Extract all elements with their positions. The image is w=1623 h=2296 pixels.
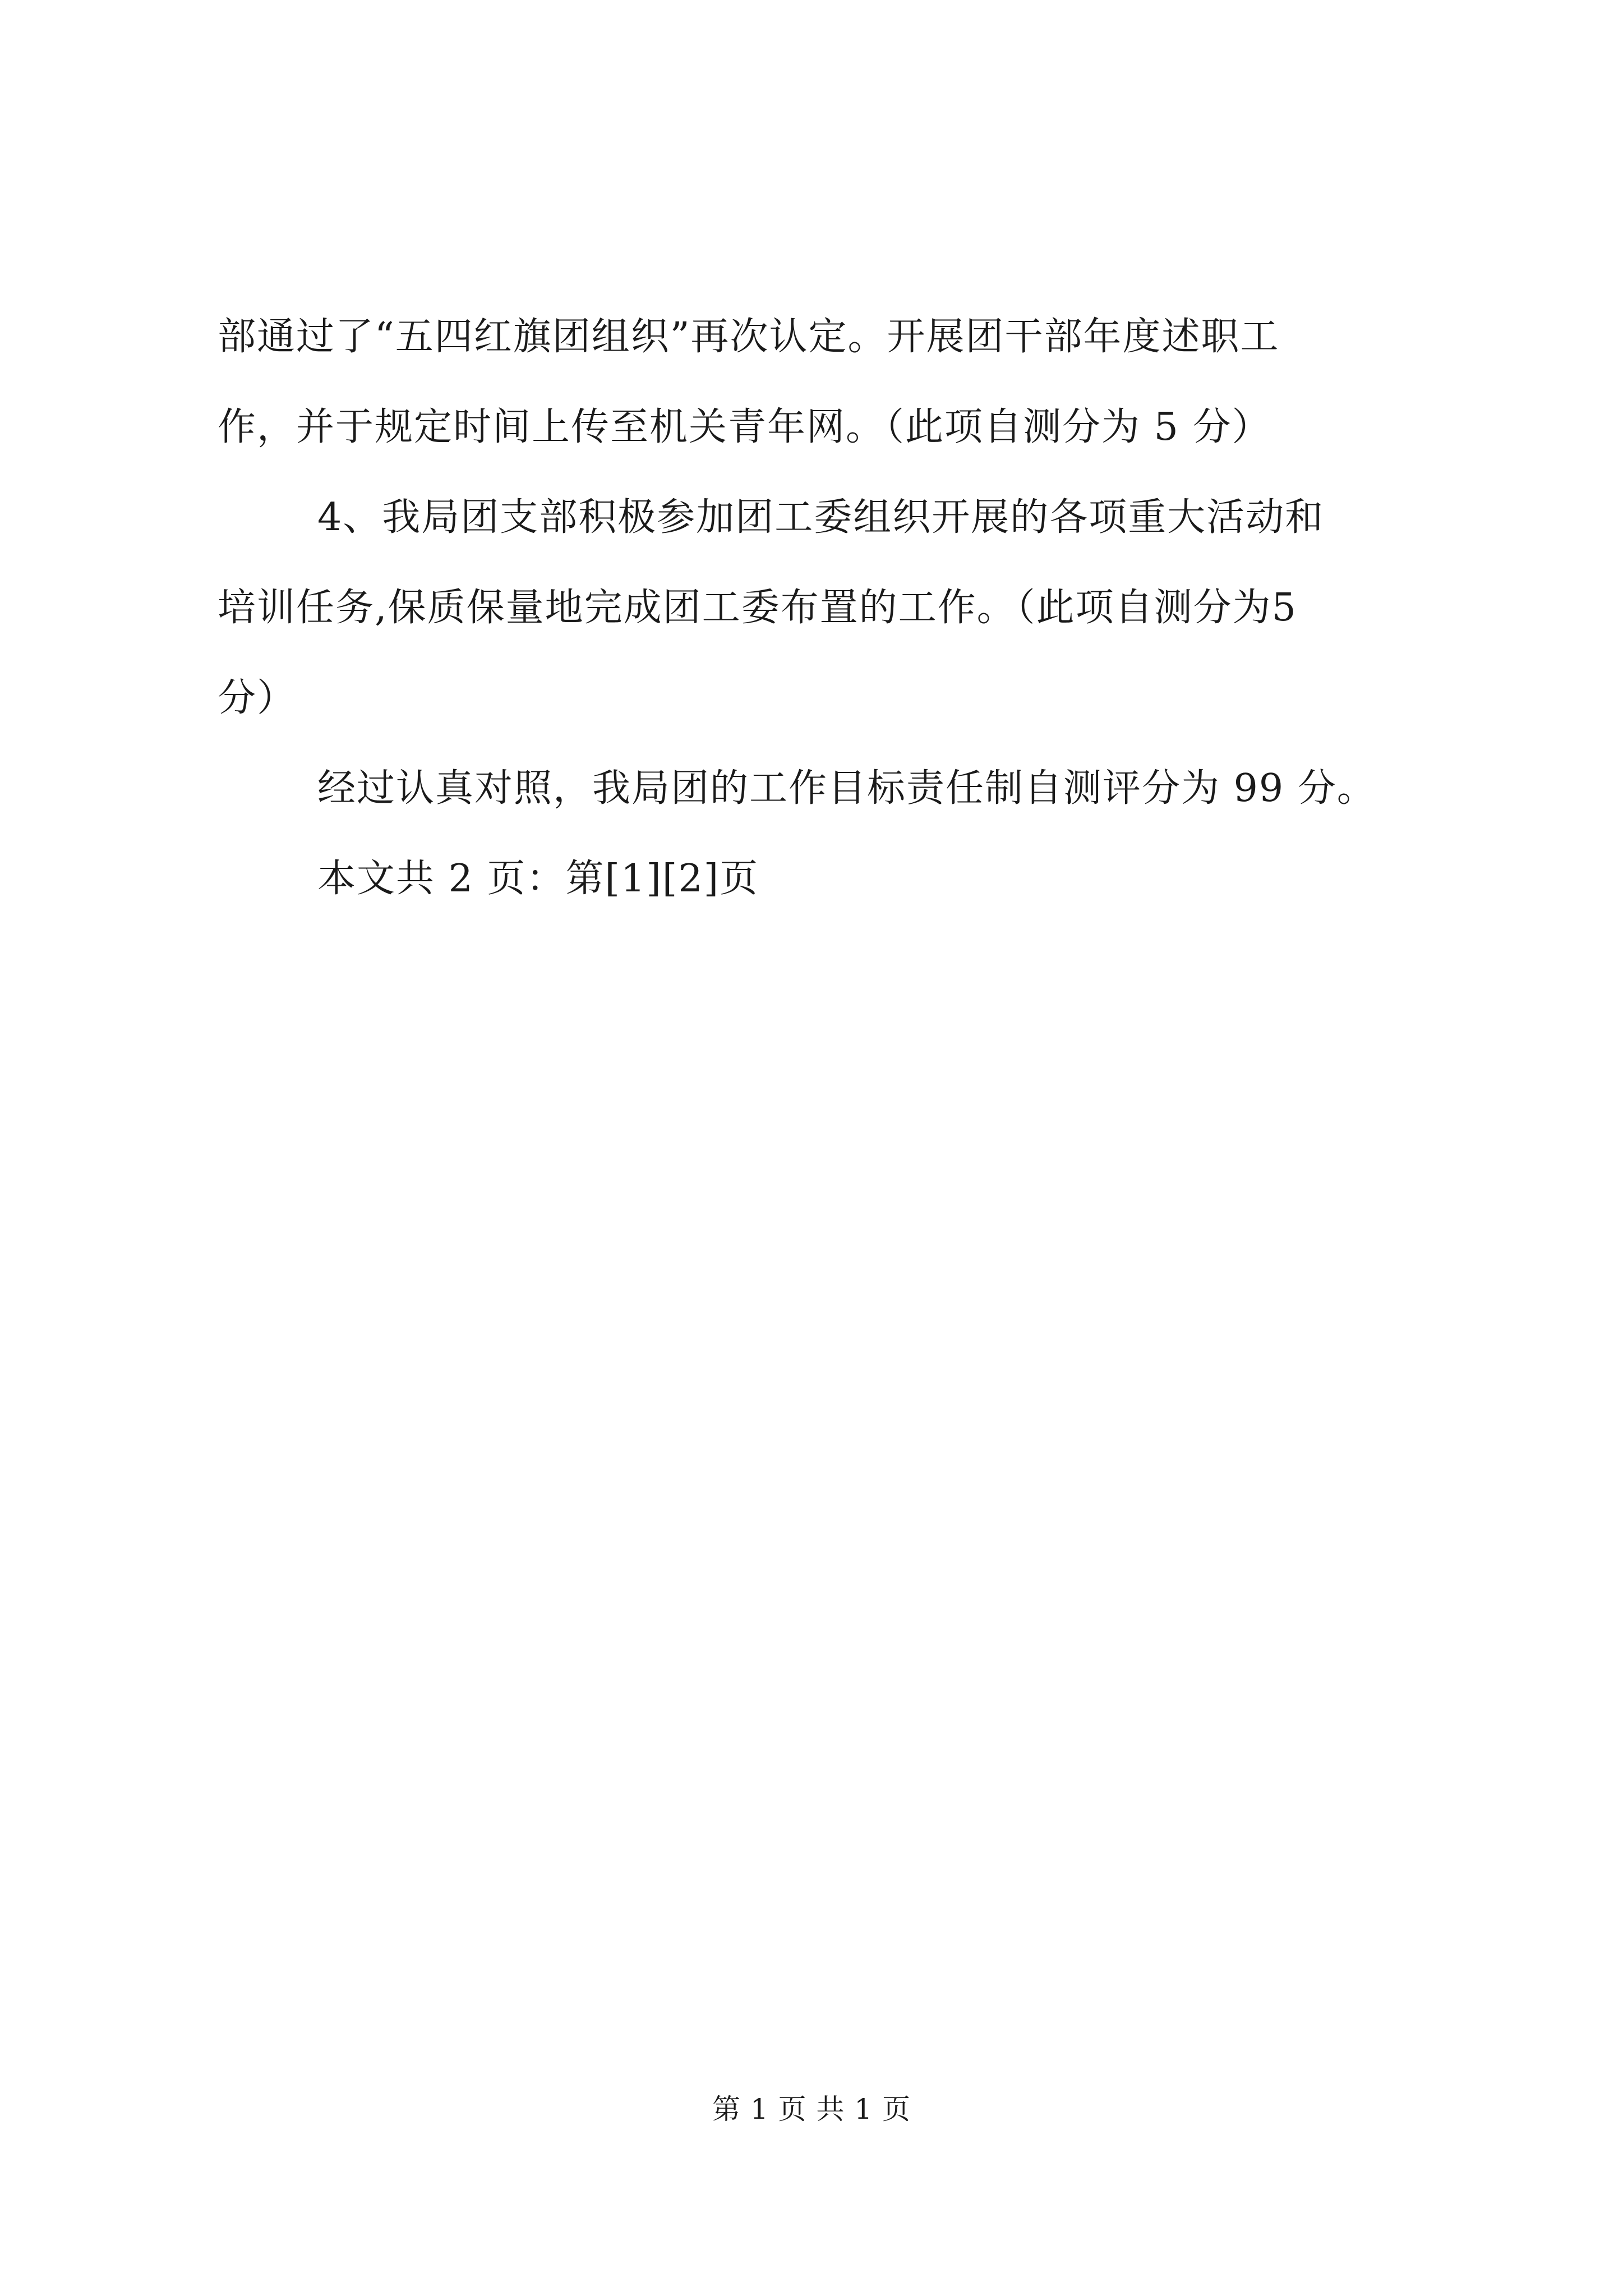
paragraph-line: 分）	[218, 676, 297, 720]
paragraph-line: 部通过了“五四红旗团组织”再次认定。开展团干部年度述职工	[218, 315, 1280, 359]
paragraph-line: 作，并于规定时间上传至机关青年网。（此项自测分为 5 分）	[218, 405, 1271, 449]
paragraph-line: 4、我局团支部积极参加团工委组织开展的各项重大活动和	[317, 495, 1325, 540]
page-navigation-text: 本文共 2 页：第[1][2]页	[317, 857, 759, 901]
page-footer: 第 1 页 共 1 页	[712, 2093, 911, 2125]
document-body	[218, 292, 1429, 924]
paragraph-line: 经过认真对照，我局团的工作目标责任制自测评分为 99 分。	[317, 766, 1376, 811]
paragraph-line: 培训任务,保质保量地完成团工委布置的工作。（此项自测分为5	[218, 586, 1297, 630]
